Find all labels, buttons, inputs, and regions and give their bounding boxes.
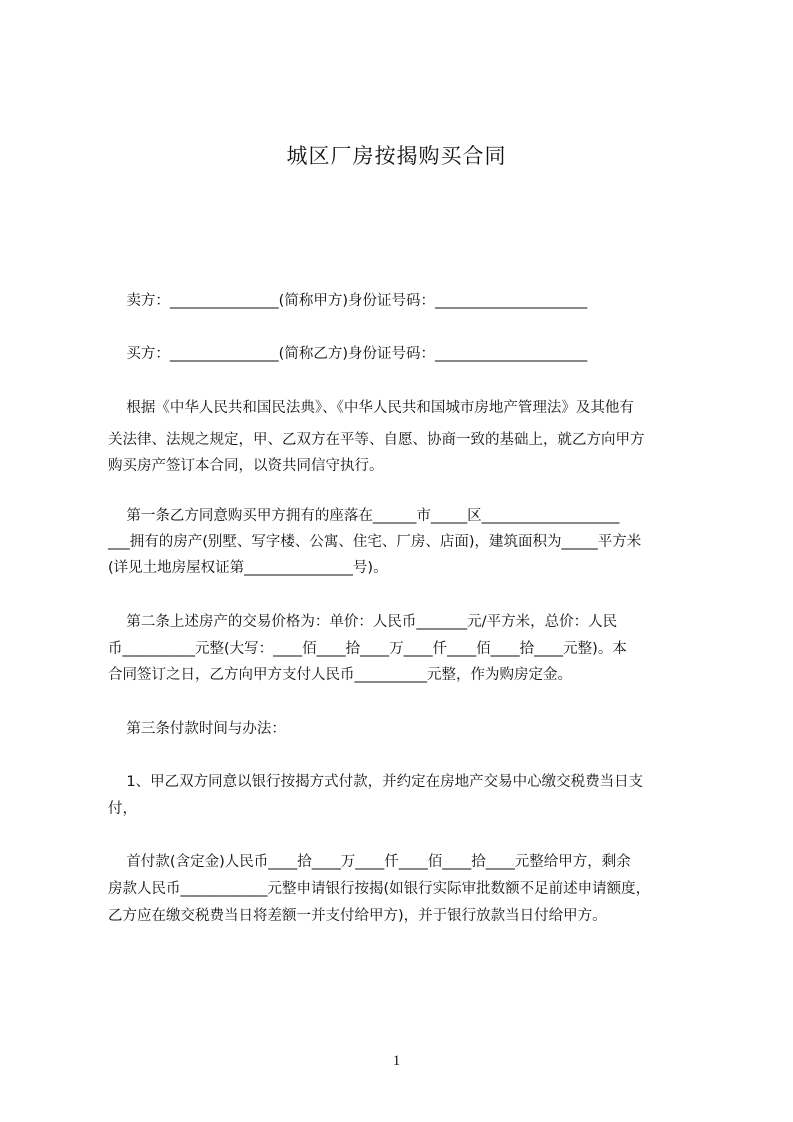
preamble-line-3: 购买房产签订本合同，以资共同信守执行。: [108, 458, 384, 474]
article-2-line-2: 币__________元整(大写：____佰____拾____万____仟____佰____拾____元整)。本: [108, 641, 627, 657]
article-3-heading: 第三条付款时间与办法：: [108, 721, 286, 737]
article-1-line-2: ___拥有的房产(别墅、写字楼、公寓、住宅、厂房、店面)，建筑面积为_____平方米: [108, 534, 642, 550]
clause-1-line-1: 1、甲乙双方同意以银行按揭方式付款，并约定在房地产交易中心缴交税费当日支: [108, 774, 644, 790]
preamble-line-1: 根据《中华人民共和国民法典》、《中华人民共和国城市房地产管理法》及其他有: [108, 400, 634, 416]
article-2-line-3: 合同签订之日，乙方向甲方支付人民币__________元整，作为购房定金。: [108, 667, 572, 683]
seller-line: 卖方：_______________(简称甲方)身份证号码：_____________________: [108, 293, 588, 309]
page-number: 1: [392, 1053, 401, 1069]
down-payment-line-1: 首付款(含定金)人民币____拾____万____仟____佰____拾____元整给甲方，剩余: [108, 854, 631, 870]
down-payment-line-2: 房款人民币____________元整申请银行按揭(如银行实际审批数额不足前述申请额度，: [108, 881, 651, 897]
page-title: 城区厂房按揭购买合同: [286, 144, 507, 168]
article-1-line-1: 第一条乙方同意购买甲方拥有的座落在______市_____区___________________: [108, 508, 620, 524]
article-1-line-3: (详见土地房屋权证第_______________号)。: [108, 560, 388, 576]
article-2-line-1: 第二条上述房产的交易价格为：单价：人民币_______元/平方米，总价：人民: [108, 614, 618, 630]
clause-1-line-2: 付，: [108, 801, 137, 817]
buyer-line: 买方：_______________(简称乙方)身份证号码：_____________________: [108, 346, 588, 362]
preamble-line-2: 关法律、法规之规定，甲、乙双方在平等、自愿、协商一致的基础上，就乙方向甲方: [108, 432, 645, 448]
down-payment-line-3: 乙方应在缴交税费当日将差额一并支付给甲方)，并于银行放款当日付给甲方。: [108, 908, 607, 924]
